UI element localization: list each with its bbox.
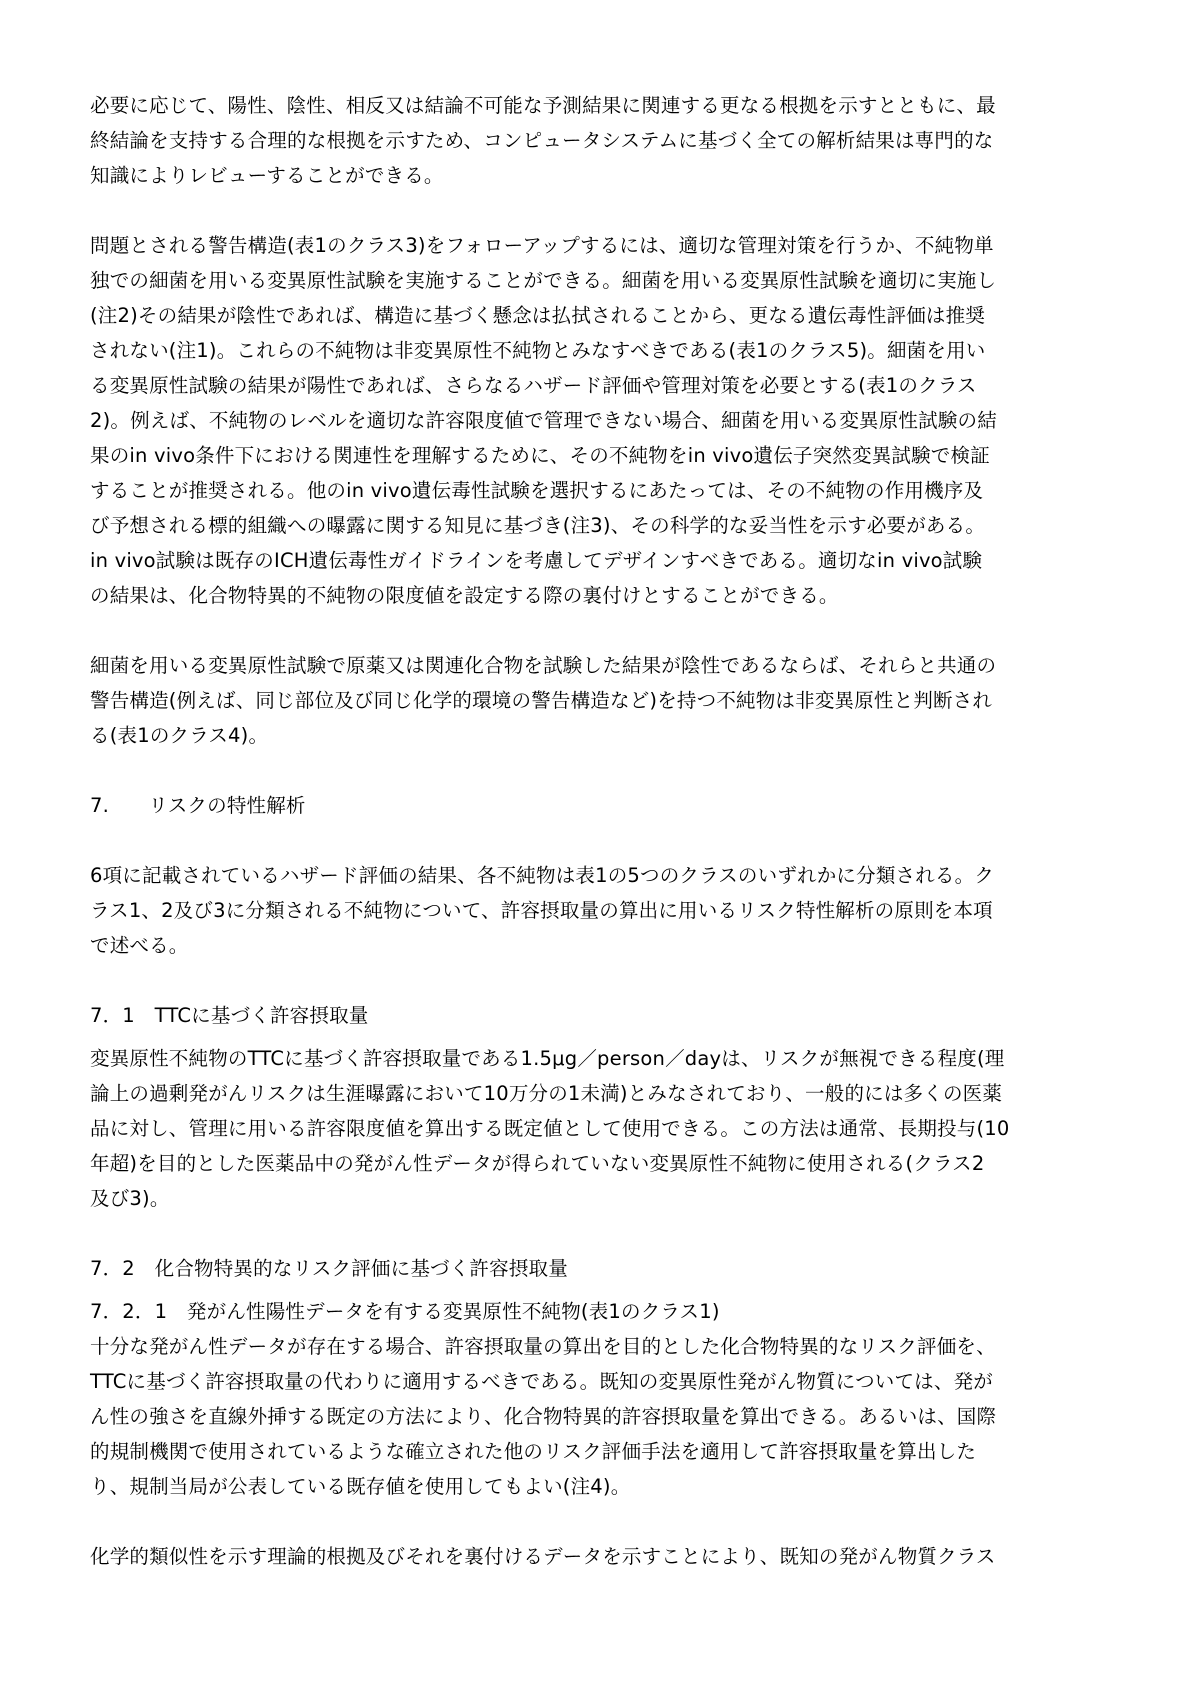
text-line: ラス1、2及び3に分類される不純物について、許容摂取量の算出に用いるリスク特性解析の原則を本項 [90, 899, 993, 922]
section-7-2-1-class1 [90, 1294, 1100, 1504]
paragraph-gap [90, 1216, 1100, 1251]
text-line: り、規制当局が公表している既存値を使用してもよい(注4)。 [90, 1475, 631, 1498]
text-line: TTCに基づく許容摂取量の代わりに適用するべきである。既知の変異原性発がん物質については、発が [90, 1370, 993, 1393]
text-line: る変異原性試験の結果が陽性であれば、さらなるハザード評価や管理対策を必要とする(表1のクラス [90, 374, 977, 397]
text-line: 品に対し、管理に用いる許容限度値を算出する既定値として使用できる。この方法は通常、長期投与(10 [90, 1117, 1010, 1140]
text-line: 及び3)。 [90, 1187, 170, 1210]
text-line: 終結論を支持する合理的な根拠を示すため、コンピュータシステムに基づく全ての解析結果は専門的な [90, 129, 994, 152]
paragraph-chemical-similarity [90, 1539, 1100, 1574]
text-line: 独での細菌を用いる変異原性試験を実施することができる。細菌を用いる変異原性試験を適切に実施し [90, 269, 997, 292]
text-line: 論上の過剰発がんリスクは生涯曝露において10万分の1未満)とみなされており、一般的には多くの医薬 [90, 1082, 1003, 1105]
text-line: することが推奨される。他のin vivo遺伝毒性試験を選択するにあたっては、その不純物の作用機序及 [90, 479, 984, 502]
paragraph-gap [90, 963, 1100, 998]
text-line: 必要に応じて、陽性、陰性、相反又は結論不可能な予測結果に関連する更なる根拠を示すとともに、最 [90, 94, 996, 117]
section-heading-7 [90, 788, 1100, 823]
text-line: る(表1のクラス4)。 [90, 724, 269, 747]
subheading-text: 7．2．1 発がん性陽性データを有する変異原性不純物(表1のクラス1) [90, 1300, 720, 1323]
paragraph-risk-characterization-intro [90, 858, 1100, 963]
text-line: 年超)を目的とした医薬品中の発がん性データが得られていない変異原性不純物に使用される(クラス2 [90, 1152, 985, 1175]
text-line: で述べる。 [90, 934, 189, 957]
paragraph-class4-judgement [90, 648, 1100, 753]
paragraph-gap [90, 753, 1100, 788]
text-line: の結果は、化合物特異的不純物の限度値を設定する際の裏付けとすることができる。 [90, 584, 839, 607]
paragraph-gap [90, 823, 1100, 858]
heading-text: 7．1 TTCに基づく許容摂取量 [90, 1004, 369, 1027]
section-heading-7-1 [90, 998, 1100, 1033]
paragraph-gap [90, 613, 1100, 648]
paragraph-ttc-intake [90, 1041, 1100, 1216]
text-line: 的規制機関で使用されているような確立された他のリスク評価手法を適用して許容摂取量を算出した [90, 1440, 977, 1463]
heading-text: 7．2 化合物特異的なリスク評価に基づく許容摂取量 [90, 1257, 568, 1280]
paragraph-gap [90, 1033, 1100, 1041]
text-line: 知識によりレビューすることができる。 [90, 164, 444, 187]
text-line: 化学的類似性を示す理論的根拠及びそれを裏付けるデータを示すことにより、既知の発がん物質クラス [90, 1545, 996, 1568]
text-line: 変異原性不純物のTTCに基づく許容摂取量である1.5μg／person／dayは、リスクが無視できる程度(理 [90, 1047, 1005, 1070]
text-line: (注2)その結果が陰性であれば、構造に基づく懸念は払拭されることから、更なる遺伝毒性評価は推奨 [90, 304, 986, 327]
paragraph-gap [90, 193, 1100, 228]
text-line: 細菌を用いる変異原性試験で原薬又は関連化合物を試験した結果が陰性であるならば、それらと共通の [90, 654, 997, 677]
text-line: されない(注1)。これらの不純物は非変異原性不純物とみなすべきである(表1のクラス5)。細菌を用い [90, 339, 986, 362]
text-line: 果のin vivo条件下における関連性を理解するために、その不純物をin vivo遺伝子突然変異試験で検証 [90, 444, 990, 467]
text-line: in vivo試験は既存のICH遺伝毒性ガイドラインを考慮してデザインすべきである。適切なin vivo試験 [90, 549, 983, 572]
text-line: 6項に記載されているハザード評価の結果、各不純物は表1の5つのクラスのいずれかに分類される。ク [90, 864, 995, 887]
text-line: ん性の強さを直線外挿する既定の方法により、化合物特異的許容摂取量を算出できる。あるいは、国際 [90, 1405, 997, 1428]
text-line: 十分な発がん性データが存在する場合、許容摂取量の算出を目的とした化合物特異的なリスク評価を、 [90, 1335, 996, 1358]
text-line: 警告構造(例えば、同じ部位及び同じ化学的環境の警告構造など)を持つ不純物は非変異原性と判断され [90, 689, 993, 712]
text-line: 問題とされる警告構造(表1のクラス3)をフォローアップするには、適切な管理対策を行うか、不純物単 [90, 234, 994, 257]
text-line: 2)。例えば、不純物のレベルを適切な許容限度値で管理できない場合、細菌を用いる変異原性試験の結 [90, 409, 997, 432]
section-heading-7-2 [90, 1251, 1100, 1286]
text-line: び予想される標的組織への曝露に関する知見に基づき(注3)、その科学的な妥当性を示す必要がある。 [90, 514, 986, 537]
paragraph-expert-review [90, 88, 1100, 193]
paragraph-alert-structure-followup [90, 228, 1100, 613]
paragraph-gap [90, 1286, 1100, 1294]
document-page [90, 88, 1100, 1574]
paragraph-gap [90, 1504, 1100, 1539]
heading-text: 7. リスクの特性解析 [90, 794, 306, 817]
